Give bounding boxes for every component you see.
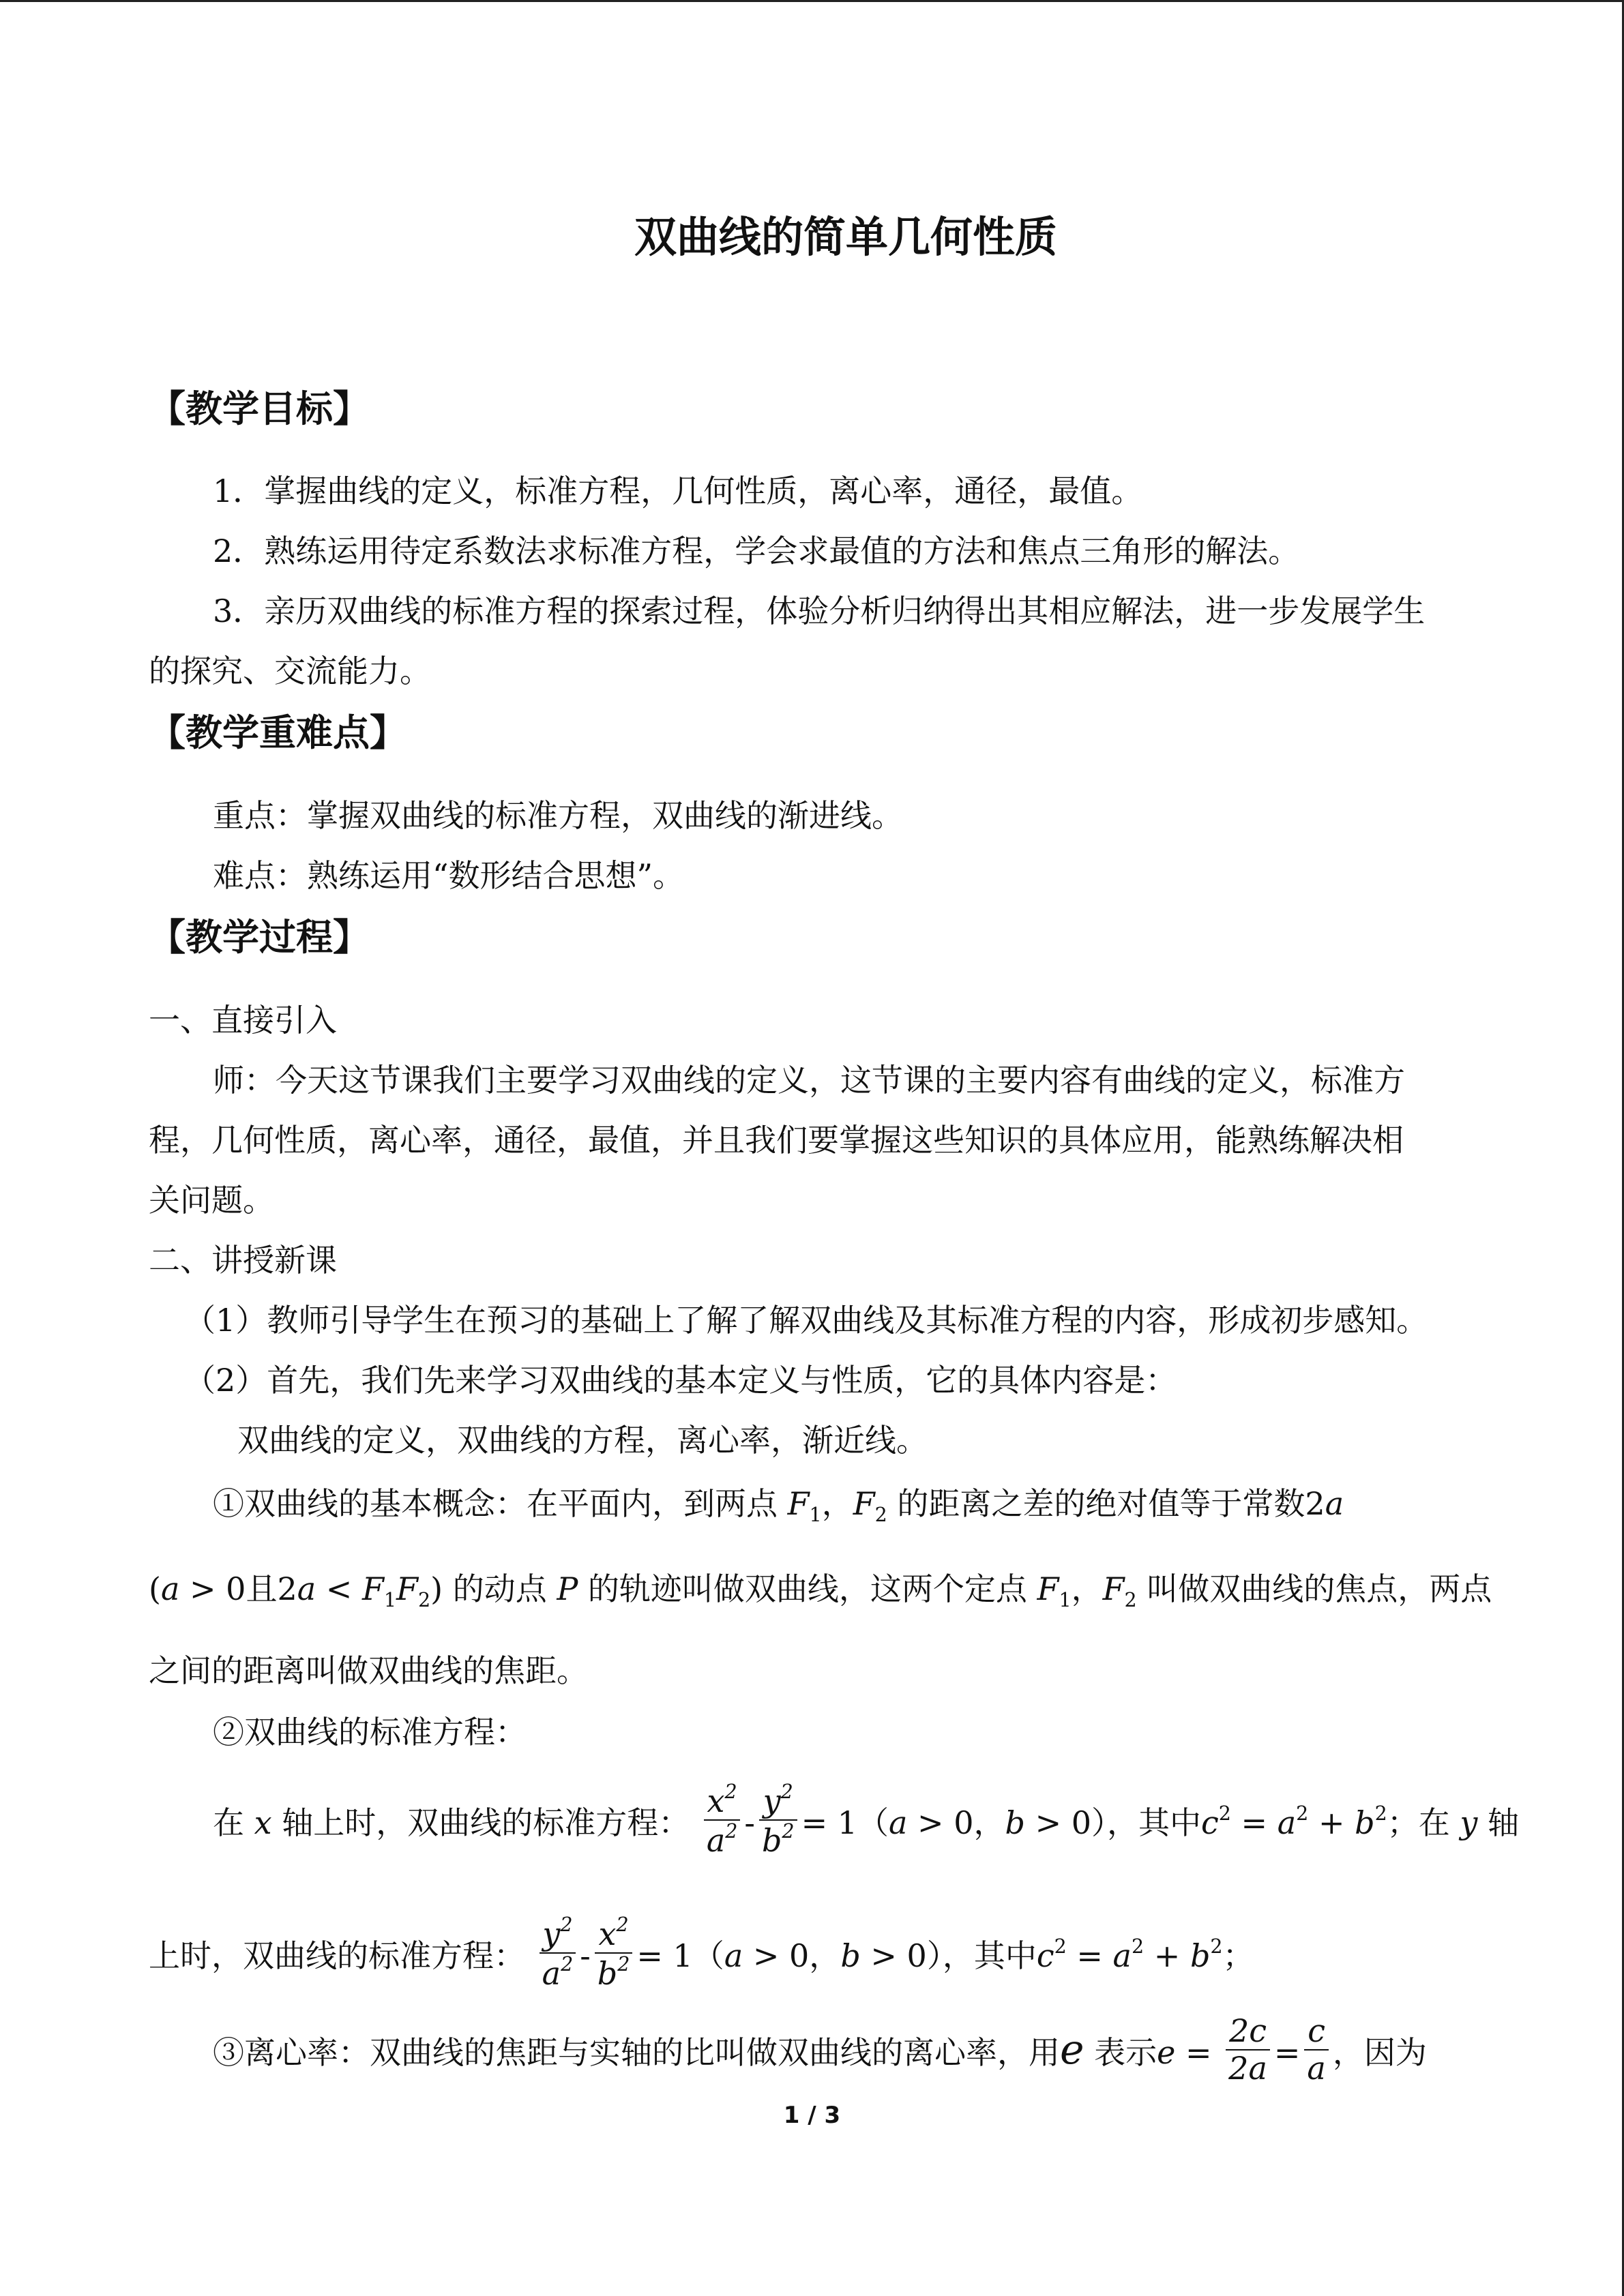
paragraph-line: 关问题。 bbox=[149, 1182, 274, 1219]
page-title: 双曲线的简单几何性质 bbox=[634, 212, 1058, 262]
part-heading-1: 一、直接引入 bbox=[149, 1002, 337, 1039]
fraction-c-a: $\frac{c}{a}$ bbox=[1304, 2013, 1328, 2087]
std-equation-x-axis: 在 x 轴上时，双曲线的标准方程： $\frac{x^2}{a^2}$ - $\frac{y^2}{b^2}$ = 1（a > 0，b > 0），其中$c^2 = a^2 + b^2$；在 y 轴 bbox=[213, 1780, 1519, 1859]
topics-line: 双曲线的定义，双曲线的方程，离心率，渐近线。 bbox=[237, 1422, 928, 1459]
goal-item-1: 1．掌握曲线的定义，标准方程，几何性质，离心率，通径，最值。 bbox=[213, 473, 1143, 509]
eccentricity-line: ③离心率：双曲线的焦距与实轴的比叫做双曲线的离心率，用e 表示e = $\frac{2c}{2a}$ = $\frac{c}{a}$ ，因为 bbox=[213, 2012, 1427, 2087]
goal-item-2: 2．熟练运用待定系数法求标准方程，学会求最值的方法和焦点三角形的解法。 bbox=[213, 533, 1300, 569]
std-equation-heading: ②双曲线的标准方程： bbox=[213, 1714, 527, 1750]
section-heading-process: 【教学过程】 bbox=[149, 916, 370, 959]
std-equation-y-axis: 上时，双曲线的标准方程： $\frac{y^2}{a^2}$ - $\frac{x^2}{b^2}$ = 1（a > 0，b > 0），其中$c^2 = a^2 + b^2$； bbox=[149, 1913, 1254, 1992]
section-heading-goals: 【教学目标】 bbox=[149, 387, 370, 430]
page-number: 1 / 3 bbox=[783, 2102, 841, 2129]
paragraph-line: 师：今天这节课我们主要学习双曲线的定义，这节课的主要内容有曲线的定义，标准方 bbox=[213, 1062, 1405, 1099]
difficult-point: 难点：熟练运用“数形结合思想”。 bbox=[213, 857, 685, 894]
goal-item-3: 3．亲历双曲线的标准方程的探索过程，体验分析归纳得出其相应解法，进一步发展学生 bbox=[213, 593, 1426, 629]
fraction-y2-b2: $\frac{y^2}{b^2}$ bbox=[759, 1781, 797, 1859]
step-1: （1）教师引导学生在预习的基础上了解了解双曲线及其标准方程的内容，形成初步感知。 bbox=[184, 1302, 1428, 1339]
page-border-top bbox=[0, 0, 1624, 2]
goal-item-3-cont: 的探究、交流能力。 bbox=[149, 653, 431, 689]
fraction-x2-b2: $\frac{x^2}{b^2}$ bbox=[595, 1914, 633, 1992]
concept-line-3: 之间的距离叫做双曲线的焦距。 bbox=[149, 1652, 588, 1689]
step-2: （2）首先，我们先来学习双曲线的基本定义与性质，它的具体内容是： bbox=[184, 1362, 1177, 1399]
key-point: 重点：掌握双曲线的标准方程，双曲线的渐进线。 bbox=[213, 797, 903, 834]
concept-line-1: ①双曲线的基本概念：在平面内，到两点 $F_1$，$F_2$ 的距离之差的绝对值等于常数2a bbox=[213, 1485, 1344, 1526]
fraction-2c-2a: $\frac{2c}{2a}$ bbox=[1226, 2013, 1270, 2087]
paragraph-line: 程，几何性质，离心率，通径，最值，并且我们要掌握这些知识的具体应用，能熟练解决相 bbox=[149, 1122, 1404, 1159]
section-heading-key-points: 【教学重难点】 bbox=[149, 711, 407, 754]
fraction-y2-a2: $\frac{y^2}{a^2}$ bbox=[540, 1914, 576, 1992]
part-heading-2: 二、讲授新课 bbox=[149, 1242, 337, 1279]
concept-line-2: (a > 0且$2a < F_1F_2$) 的动点 P 的轨迹叫做双曲线，这两个定点 $F_1$，$F_2$ 叫做双曲线的焦点，两点 bbox=[149, 1570, 1492, 1611]
fraction-x2-a2: $\frac{x^2}{a^2}$ bbox=[704, 1781, 741, 1859]
